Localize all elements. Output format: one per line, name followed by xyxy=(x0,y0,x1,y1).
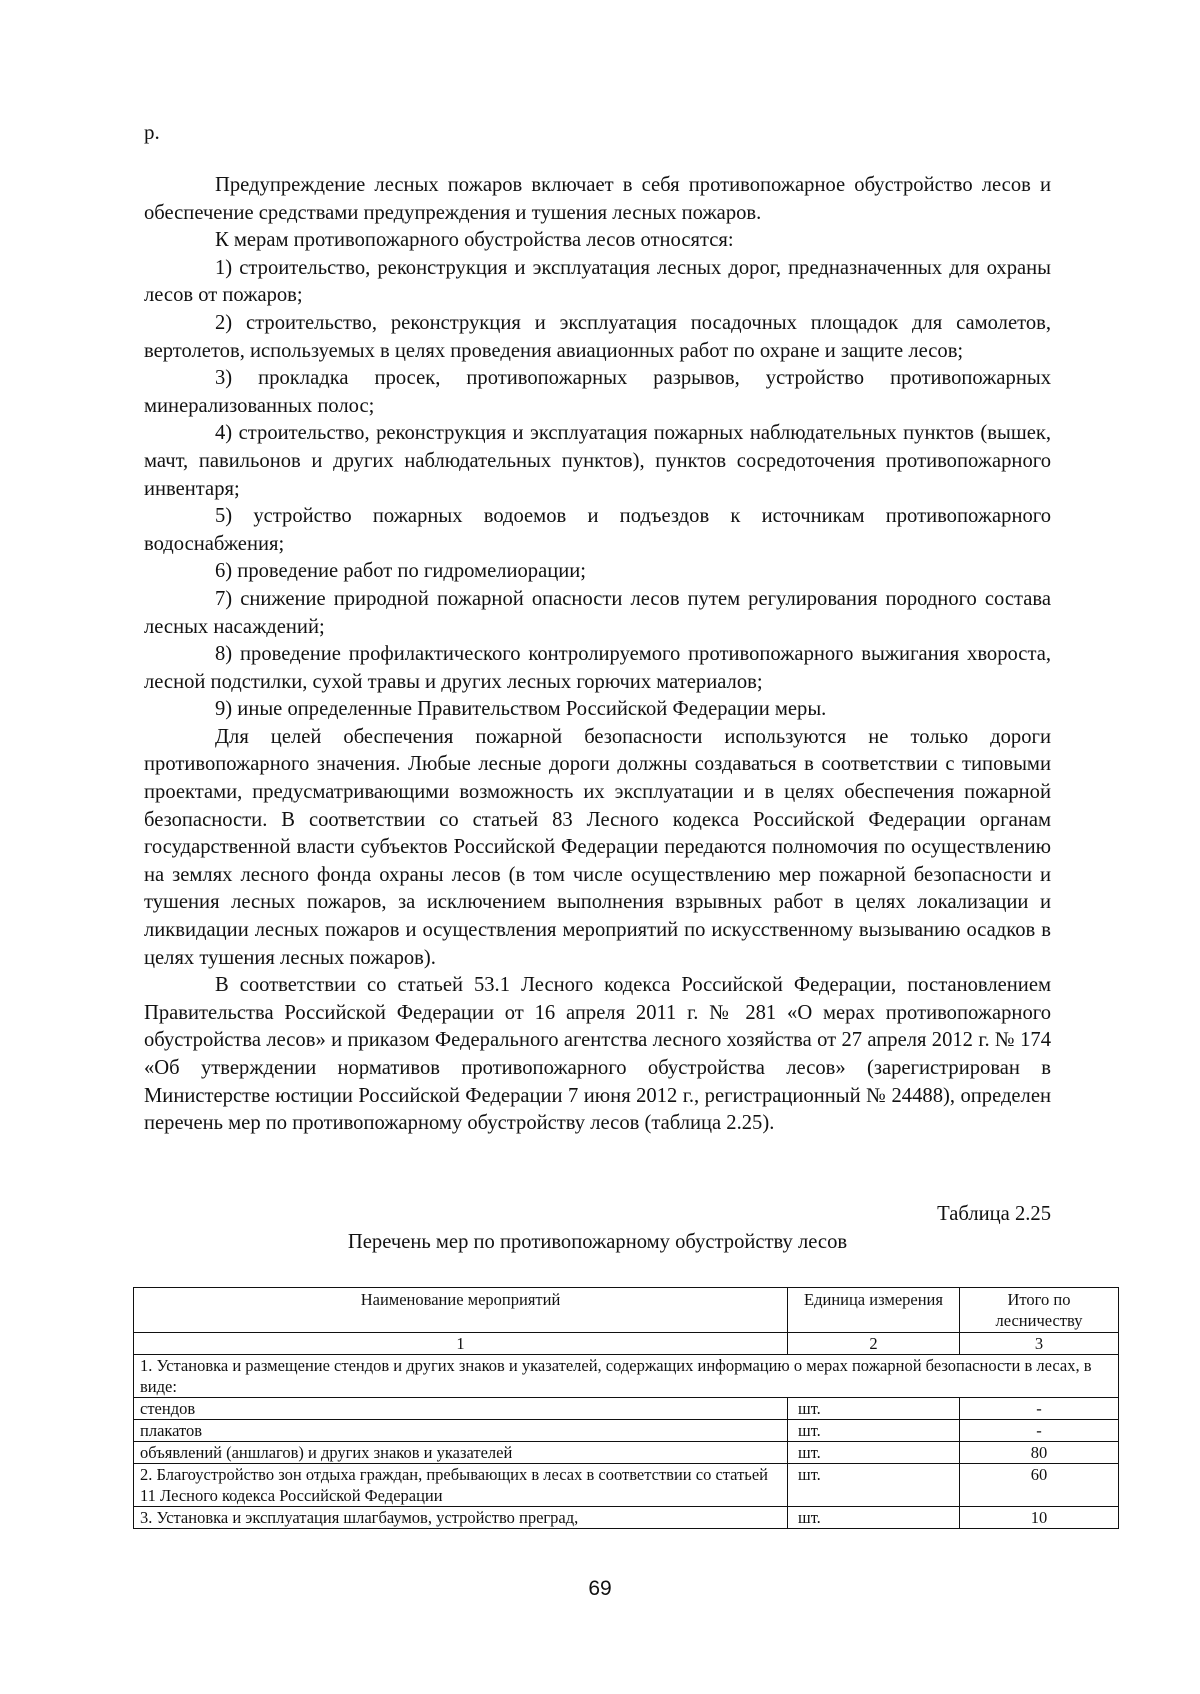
header-unit: Единица измерения xyxy=(788,1288,960,1333)
list-item-1: 1) строительство, реконструкция и эксплуатация лесных дорог, предназначенных для охраны лесов от пожаров; xyxy=(144,256,1051,307)
table-caption xyxy=(144,1200,1051,1256)
row-name: 2. Благоустройство зон отдыха граждан, пребывающих в лесах в соответствии со статьей 11 Лесного кодекса Российской Федерации xyxy=(134,1464,788,1507)
row-unit: шт. xyxy=(788,1507,960,1529)
row-unit: шт. xyxy=(788,1420,960,1442)
table-number-label: Таблица 2.25 xyxy=(937,1203,1051,1225)
row-name: стендов xyxy=(134,1398,788,1420)
list-item-3: 3) прокладка просек, противопожарных разрывов, устройство противопожарных минерализованных полос; xyxy=(144,367,1051,417)
column-number: 3 xyxy=(960,1333,1119,1355)
list-item-6: 6) проведение работ по гидромелиорации; xyxy=(215,560,587,583)
list-item-4: 4) строительство, реконструкция и эксплуатация пожарных наблюдательных пунктов (вышек, мачт, павильонов и других наблюдательных пунктов), пунктов сосредоточения противопожарного инвентаря; xyxy=(144,422,1051,500)
column-number: 1 xyxy=(134,1333,788,1355)
row-name: 3. Установка и эксплуатация шлагбаумов, устройство преград, xyxy=(134,1507,788,1529)
row-unit: шт. xyxy=(788,1398,960,1420)
paragraph-intro: Предупреждение лесных пожаров включает в себя противопожарное обустройство лесов и обеспечение средствами предупреждения и тушения лесных пожаров. xyxy=(144,174,1051,224)
page-number: 69 xyxy=(588,1577,612,1600)
list-item-9: 9) иные определенные Правительством Российской Федерации меры. xyxy=(215,698,827,721)
row-unit: шт. xyxy=(788,1442,960,1464)
column-number: 2 xyxy=(788,1333,960,1355)
table-row xyxy=(134,1442,1119,1464)
fire-measures-table xyxy=(133,1287,1119,1529)
row-value: 80 xyxy=(960,1442,1119,1464)
table-section-row xyxy=(134,1355,1119,1398)
row-value: 10 xyxy=(960,1507,1119,1529)
paragraph-fire-safety-roads: Для целей обеспечения пожарной безопасности используются не только дороги противопожарного значения. Любые лесные дороги должны создаваться в соответствии с типовыми проектами, предусматривающими возможность их эксплуатации и в целях обеспечения пожарной безопасности. В соответствии со статьей 83 Лесного кодекса Российской Федерации органам государственной власти субъектов Российской Федерации передаются полномочия по осуществлению на землях лесного фонда охраны лесов (в том числе осуществлению мер пожарной безопасности и тушения лесных пожаров, за исключением выполнения взрывных работ в целях локализации и ликвидации лесных пожаров и осуществления мероприятий по искусственному вызыванию осадков в целях тушения лесных пожаров). xyxy=(144,725,1051,969)
body-text xyxy=(144,172,1051,1138)
row-name: объявлений (аншлагов) и других знаков и указателей xyxy=(134,1442,788,1464)
section-1-title: 1. Установка и размещение стендов и других знаков и указателей, содержащих информацию о мерах пожарной безопасности в лесах, в виде: xyxy=(134,1355,1119,1398)
list-item-2: 2) строительство, реконструкция и эксплуатация посадочных площадок для самолетов, вертолетов, используемых в целях проведения авиационных работ по охране и защите лесов; xyxy=(144,311,1051,362)
row-value: 60 xyxy=(960,1464,1119,1507)
list-item-8: 8) проведение профилактического контролируемого противопожарного выжигания хвороста, лесной подстилки, сухой травы и других лесных горючих материалов; xyxy=(144,643,1051,693)
previous-page-fragment: р. xyxy=(144,120,160,144)
list-item-7: 7) снижение природной пожарной опасности лесов путем регулирования породного состава лесных насаждений; xyxy=(144,587,1051,638)
paragraph-legal-basis: В соответствии со статьей 53.1 Лесного кодекса Российской Федерации, постановлением Правительства Российской Федерации от 16 апреля 2011 г. № 281 «О мерах противопожарного обустройства лесов» и приказом Федерального агентства лесного хозяйства от 27 апреля 2012 г. № 174 «Об утверждении нормативов противопожарного обустройства лесов» (зарегистрирован в Министерстве юстиции Российской Федерации 7 июня 2012 г., регистрационный № 24488), определен перечень мер по противопожарному обустройству лесов (таблица 2.25). xyxy=(144,974,1051,1135)
row-unit: шт. xyxy=(788,1464,960,1507)
table-row xyxy=(134,1507,1119,1529)
paragraph-measures-lead: К мерам противопожарного обустройства лесов относятся: xyxy=(215,229,734,252)
table-title: Перечень мер по противопожарному обустройству лесов xyxy=(347,1231,848,1253)
table-row xyxy=(134,1398,1119,1420)
column-number-row xyxy=(134,1333,1119,1355)
row-value: - xyxy=(960,1398,1119,1420)
table-row xyxy=(134,1420,1119,1442)
row-value: - xyxy=(960,1420,1119,1442)
table-header-row xyxy=(134,1288,1119,1333)
table-row xyxy=(134,1464,1119,1507)
header-measure-name: Наименование мероприятий xyxy=(134,1288,788,1333)
list-item-5: 5) устройство пожарных водоемов и подъездов к источникам противопожарного водоснабжения; xyxy=(144,505,1051,555)
header-total: Итого по лесничеству xyxy=(960,1288,1119,1333)
row-name: плакатов xyxy=(134,1420,788,1442)
